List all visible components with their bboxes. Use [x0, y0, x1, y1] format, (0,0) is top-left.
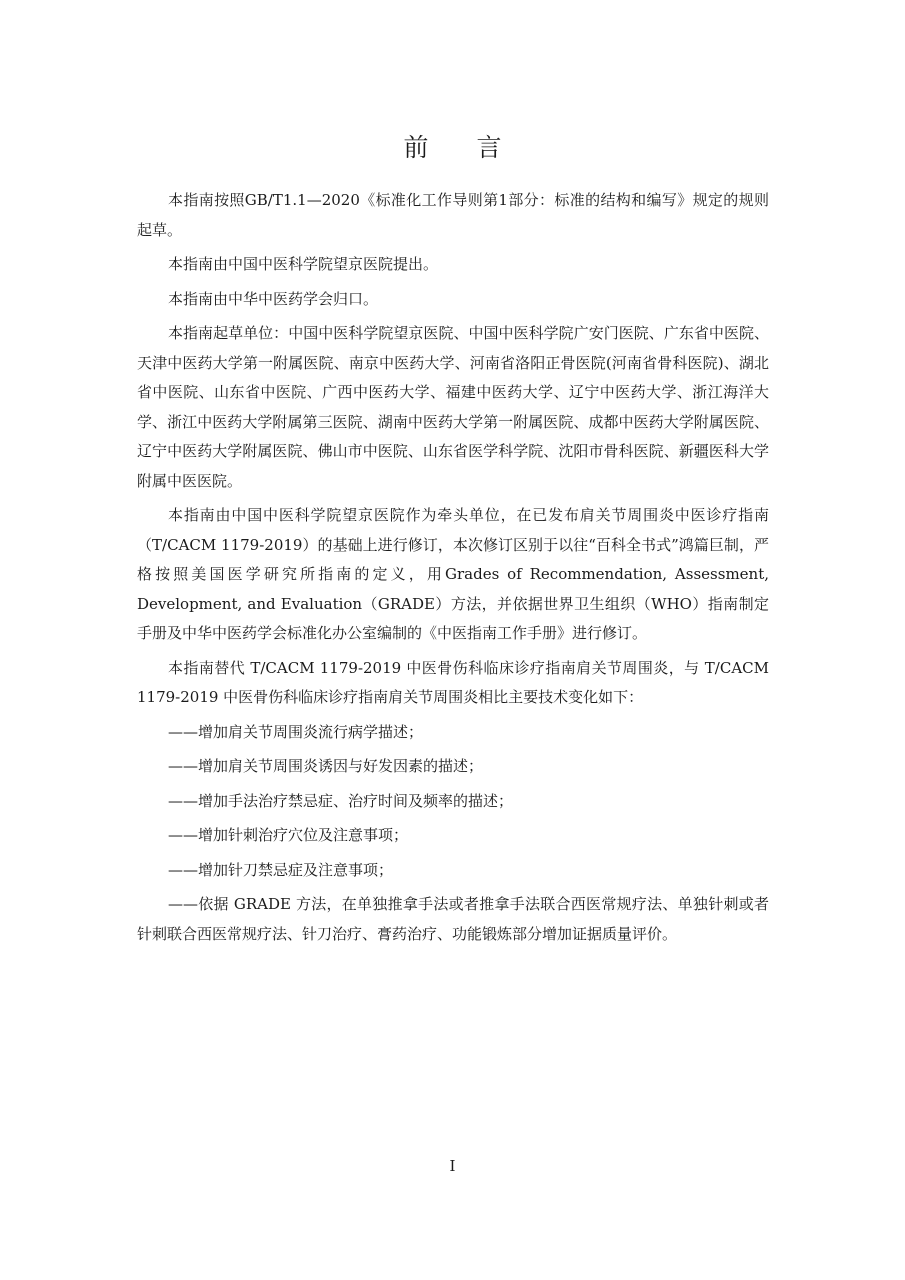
- paragraph-proposer: 本指南由中国中医科学院望京医院提出。: [168, 255, 439, 273]
- paragraph-drafting-rules: 本指南按照GB/T1.1—2020《标准化工作导则第1部分：标准的结构和编写》规定的规则起草。: [137, 191, 769, 239]
- change-item: ——增加针刺治疗穴位及注意事项；: [168, 826, 409, 844]
- change-item: ——依据 GRADE 方法，在单独推拿手法或者推拿手法联合西医常规疗法、单独针刺或者针刺联合西医常规疗法、针刀治疗、膏药治疗、功能锻炼部分增加证据质量评价。: [137, 895, 769, 943]
- page-title: 前 言: [403, 133, 522, 162]
- change-item: ——增加肩关节周围炎流行病学描述；: [168, 722, 424, 741]
- change-item: ——增加肩关节周围炎诱因与好发因素的描述；: [168, 757, 484, 775]
- paragraph-replacement: 本指南替代 T/CACM 1179-2019 中医骨伤科临床诊疗指南肩关节周围炎，与 T/CACM 1179-2019 中医骨伤科临床诊疗指南肩关节周围炎相比主要技术变化如下：: [137, 658, 769, 706]
- change-item: ——增加手法治疗禁忌症、治疗时间及频率的描述；: [168, 791, 514, 810]
- paragraph-drafting-units: 本指南起草单位：中国中医科学院望京医院、中国中医科学院广安门医院、广东省中医院、天津中医药大学第一附属医院、南京中医药大学、河南省洛阳正骨医院(河南省骨科医院)、湖北省中医院、山东省中医院、广西中医药大学、福建中医药大学、辽宁中医药大学、浙江海洋大学、浙江中医药大学附属第三医院、湖南中医药大学第一附属医院、成都中医药大学附属医院、辽宁中医药大学附属医院、佛山市中医院、山东省医学科学院、沈阳市骨科医院、新疆医科大学附属中医医院。: [137, 324, 769, 490]
- paragraph-centralized-unit: 本指南由中华中医药学会归口。: [168, 289, 379, 308]
- paragraph-revision-basis: 本指南由中国中医科学院望京医院作为牵头单位，在已发布肩关节周围炎中医诊疗指南（T/CACM 1179-2019）的基础上进行修订，本次修订区别于以往“百科全书式”鸿篇巨制，严格按照美国医学研究所指南的定义，用Grades of Recommendation, Assessment, Development, and Evaluation（GRADE）方法，并依据世界卫生组织（WHO）指南制定手册及中华中医药学会标准化办公室编制的《中医指南工作手册》进行修订。: [137, 506, 769, 642]
- page-number: I: [449, 1157, 456, 1175]
- document-body: [137, 186, 769, 954]
- change-item: ——增加针刀禁忌症及注意事项；: [168, 860, 394, 879]
